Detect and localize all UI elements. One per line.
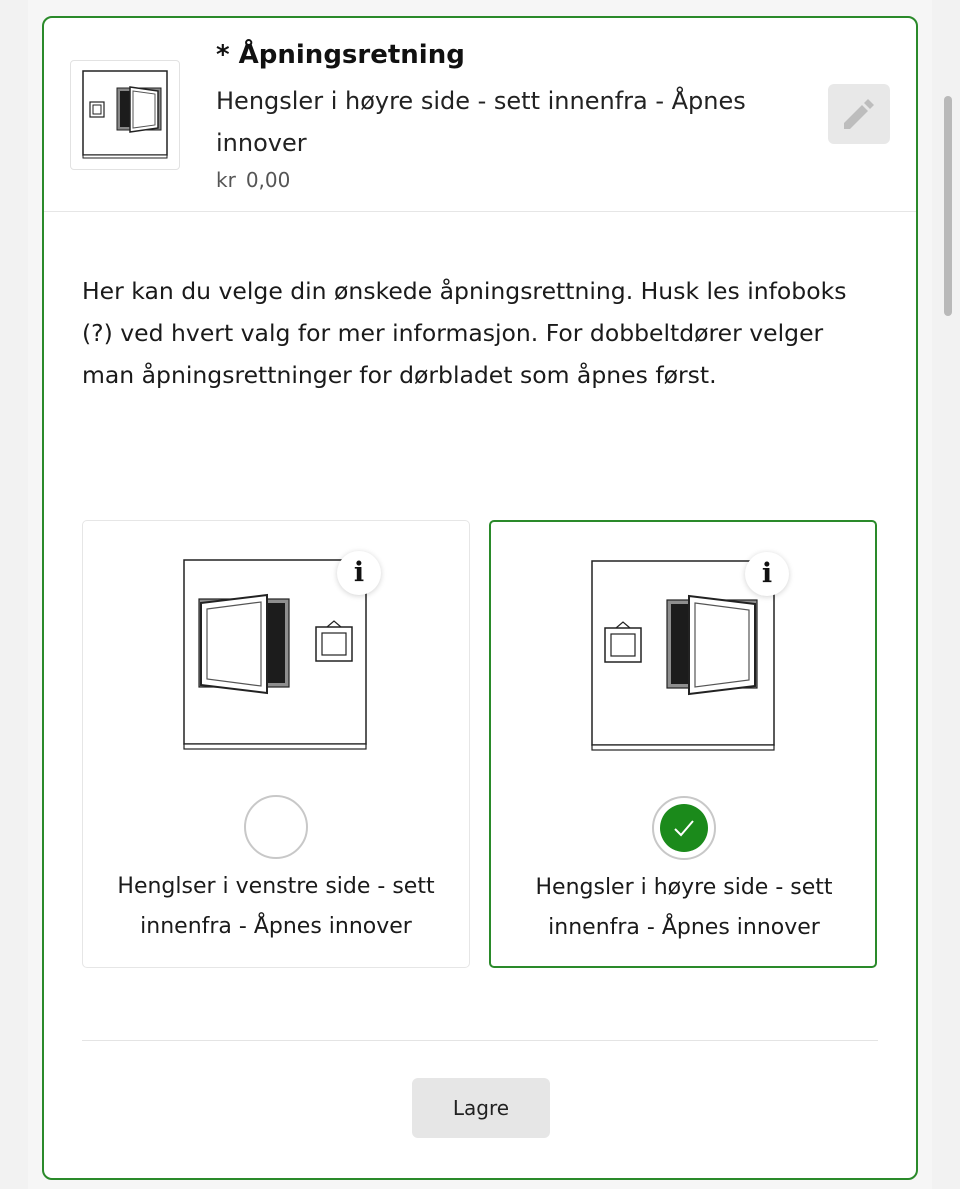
option-label: Henglser i venstre side - sett innenfra - Åpnes innover <box>117 874 435 939</box>
save-button[interactable]: Lagre <box>412 1078 550 1138</box>
divider <box>82 1040 878 1041</box>
door-thumbnail <box>70 60 180 170</box>
opening-direction-card <box>42 16 918 1180</box>
info-button[interactable]: i <box>745 552 789 596</box>
option-left-hinge[interactable] <box>82 520 470 968</box>
selected-value-text: Hengsler i høyre side - sett innenfra - Åpnes innover <box>216 87 746 157</box>
radio-selected[interactable] <box>652 796 716 860</box>
description-text: Her kan du velge din ønskede åpningsrettning. Husk les infoboks (?) ved hvert valg for mer informasjon. For dobbeltdører velger man åpningsrettninger for dørbladet som åpnes først. <box>82 277 847 389</box>
edit-button[interactable] <box>828 84 890 144</box>
door-right-hinge-icon <box>71 61 181 171</box>
page-title: * Åpningsretning <box>216 40 465 70</box>
checkmark-icon <box>672 817 696 839</box>
door-right-hinge-icon <box>591 560 777 752</box>
price <box>216 168 290 192</box>
card-header[interactable] <box>44 18 916 212</box>
price-value: 0,00 <box>245 168 291 192</box>
pencil-icon <box>840 95 878 133</box>
door-left-hinge-icon <box>183 559 369 751</box>
radio-unselected[interactable] <box>244 795 308 859</box>
price-currency: kr <box>216 168 236 192</box>
option-right-hinge[interactable] <box>489 520 877 968</box>
option-label: Hengsler i høyre side - sett innenfra - Åpnes innover <box>535 875 833 940</box>
check-dot <box>660 804 708 852</box>
info-button[interactable]: i <box>337 551 381 595</box>
scrollbar[interactable] <box>944 96 952 316</box>
